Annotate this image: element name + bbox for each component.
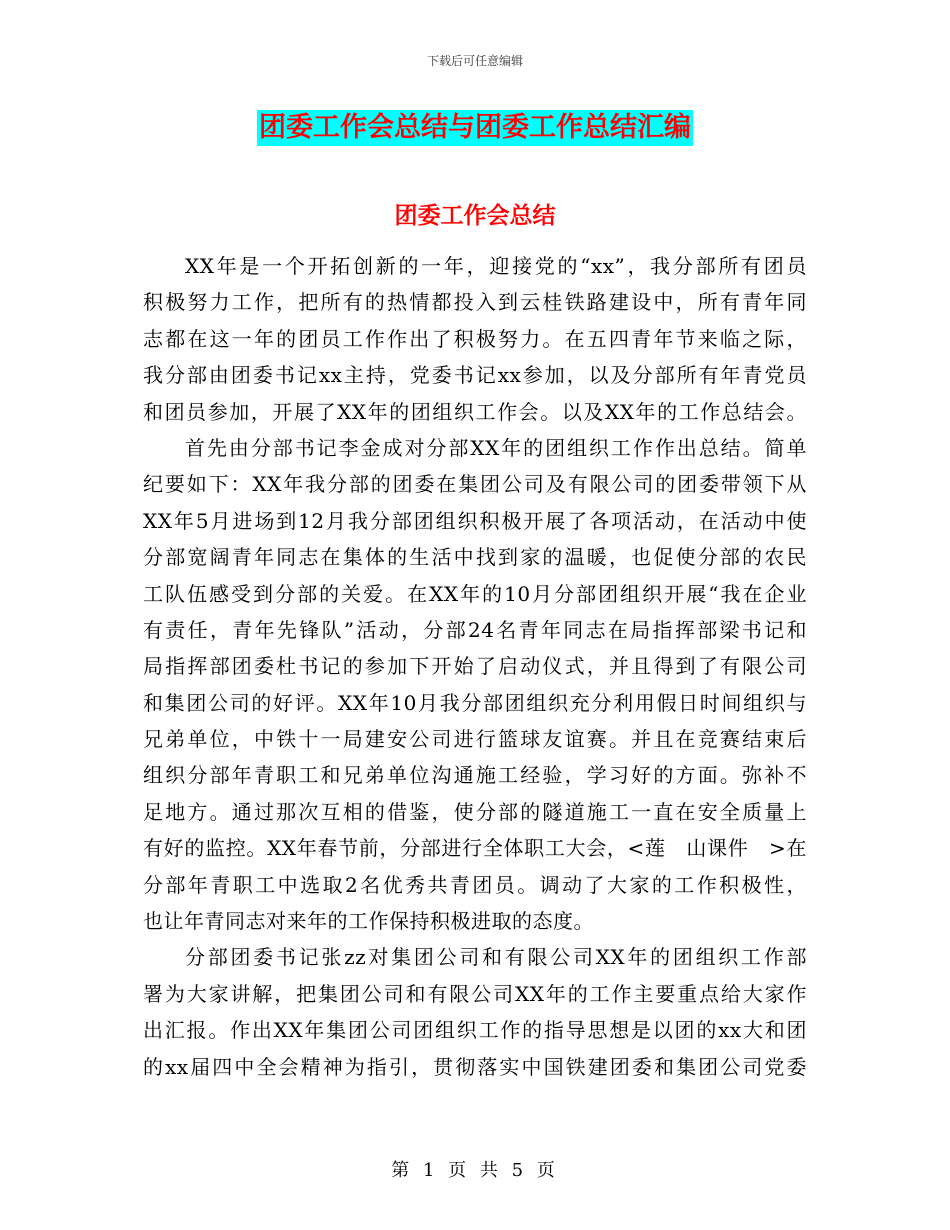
text-line: 积极努力工作，把所有的热情都投入到云桂铁路建设中，所有青年同 [143, 290, 807, 315]
text-line: 足地方。通过那次互相的借鉴，使分部的隧道施工一直在安全质量上 [143, 799, 807, 824]
section-title: 团委工作会总结 [394, 202, 556, 229]
text-line: 出汇报。作出XX年集团公司团组织工作的指导思想是以团的xx大和团 [143, 1018, 807, 1043]
text-line: 纪要如下：XX年我分部的团委在集团公司及有限公司的团委带领下从 [143, 472, 807, 497]
text-line: 组织分部年青职工和兄弟单位沟通施工经验，学习好的方面。弥补不 [143, 763, 807, 788]
header-note: 下载后可任意编辑 [426, 54, 523, 68]
text-line: 也让年青同志对来年的工作保持积极进取的态度。 [143, 909, 594, 934]
text-line: 局指挥部团委杜书记的参加下开始了启动仪式，并且得到了有限公司 [143, 654, 807, 679]
text-line: 和集团公司的好评。XX年10月我分部团组织充分利用假日时间组织与 [143, 690, 807, 715]
text-line: 分部年青职工中选取2名优秀共青团员。调动了大家的工作积极性， [143, 872, 807, 897]
text-line: 志都在这一年的团员工作作出了积极努力。在五四青年节来临之际， [143, 326, 807, 351]
text-line: 首先由分部书记李金成对分部XX年的团组织工作作出总结。简单 [185, 435, 807, 460]
paragraph-1 [143, 248, 807, 430]
text-line: 有责任，青年先锋队”活动，分部24名青年同志在局指挥部梁书记和 [143, 617, 807, 642]
paragraph-2 [143, 430, 807, 939]
text-line: 工队伍感受到分部的关爱。在XX年的10月分部团组织开展“我在企业 [143, 581, 807, 606]
main-title: 团委工作会总结与团委工作总结汇编 [257, 110, 693, 146]
paragraph-3 [143, 939, 807, 1085]
text-line: XX年是一个开拓创新的一年，迎接党的“xx”，我分部所有团员 [185, 254, 807, 278]
document-body [143, 248, 807, 1085]
text-line: XX年5月进场到12月我分部团组织积极开展了各项活动，在活动中使 [143, 508, 807, 533]
text-line: 署为大家讲解，把集团公司和有限公司XX年的工作主要重点给大家作 [143, 981, 807, 1006]
text-line: 我分部由团委书记xx主持，党委书记xx参加，以及分部所有年青党员 [143, 363, 807, 388]
text-line: 分部宽阔青年同志在集体的生活中找到家的温暖，也促使分部的农民 [143, 545, 807, 570]
main-title-container [0, 110, 950, 146]
text-line: 和团员参加，开展了XX年的团组织工作会。以及XX年的工作总结会。 [143, 399, 807, 424]
text-line: 有好的监控。XX年春节前，分部进行全体职工大会，<莲 山课件 >在 [143, 836, 807, 861]
text-line: 兄弟单位，中铁十一局建安公司进行篮球友谊赛。并且在竞赛结束后 [143, 727, 807, 752]
text-line: 的xx届四中全会精神为指引，贯彻落实中国铁建团委和集团公司党委 [143, 1054, 807, 1079]
page-footer: 第 1 页 共 5 页 [391, 1160, 559, 1181]
text-line: 分部团委书记张zz对集团公司和有限公司XX年的团组织工作部 [185, 945, 807, 970]
